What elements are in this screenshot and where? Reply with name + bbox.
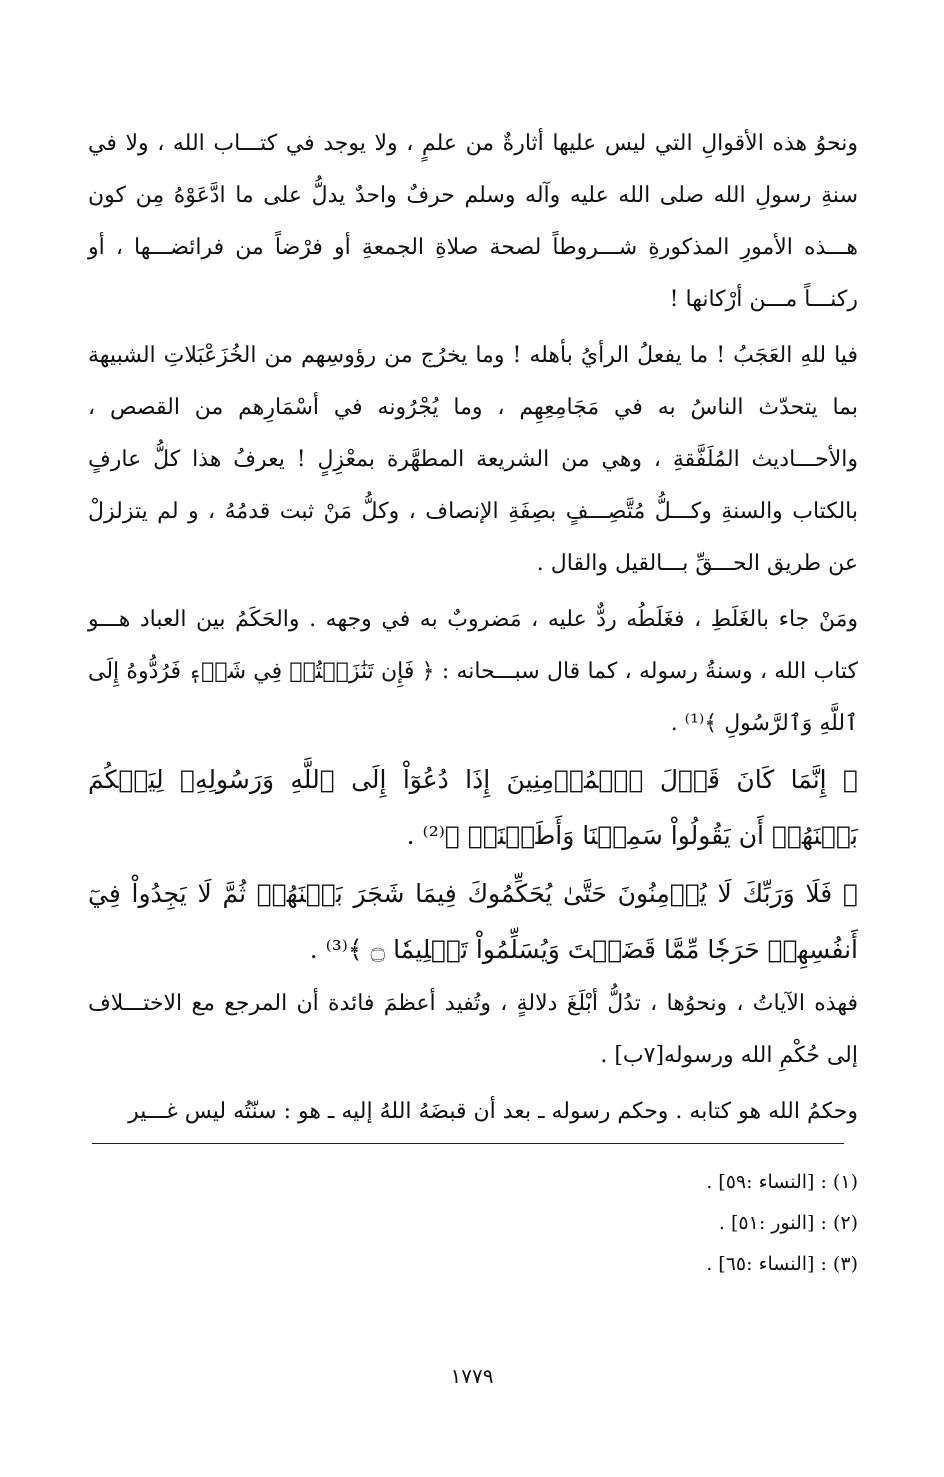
- quran-verse-2: ﴿ فَلَا وَرَبِّكَ لَا يُؤۡمِنُونَ حَتَّىٰ يُحَكِّمُوكَ فِيمَا شَجَرَ بَيۡنَهُمۡ ثُمَّ لَا يَجِدُواْ فِيٓ أَنفُسِهِمۡ حَرَجٗا مِّمَّا قَضَيۡتَ وَيُسَلِّمُواْ تَسۡلِيمٗا ۝ ﴾⁽³⁾ .: [88, 879, 858, 964]
- footnotes: [88, 1162, 858, 1285]
- footnote-2: (٢) : [النور :٥١] .: [718, 1212, 858, 1234]
- paragraph-3: ومَنْ جاء بالغَلَطِ ، فغَلَطُه ردٌّ عليه ، مَضروبٌ به في وجهه . والحَكَمُ بين العباد هـــو كتاب الله ، وسنةُ رسوله ، كما قال سبـــحانه : ﴿ فَإِن تَنَٰزَعۡتُمۡ فِي شَيۡءٖ فَرُدُّوهُ إِلَى ٱللَّهِ وَٱلرَّسُولِ ﴾⁽¹⁾ .: [88, 607, 858, 736]
- paragraph-2: فيا للهِ العَجَبُ ! ما يفعلُ الرأيُ بأهله ! وما يخرُج من رؤوسِهم من الخُزَعْبَلاتِ الشبيهة بما يتحدّث الناسُ به في مَجَامِعِهِم ، وما يُجْرُونه في أسْمَارِهم من القصص ، والأحـــاديث المُلَفَّقةِ ، وهي من الشريعة المطهَّرة بمعْزِلٍ ! يعرفُ هذا كلُّ عارفٍ بالكتاب والسنةِ وكـــلُّ مُتَّصِـــفٍ بصِفَةِ الإنصاف ، وكلُّ مَنْ ثبت قدمُهُ ، و لم يتزلزلْ عن طريق الحـــقِّ بـــالقيل والقال .: [88, 343, 858, 576]
- paragraph-5: وحكمُ الله هو كتابه . وحكم رسوله ـ بعد أن قبضَهُ اللهُ إليه ـ هو : سنّتُه ليس غـــير: [128, 1099, 858, 1124]
- quran-verse-1: ﴿ إِنَّمَا كَانَ قَوۡلَ ٱلۡمُؤۡمِنِينَ إِذَا دُعُوٓاْ إِلَى ٱللَّهِ وَرَسُولِهِۦ لِيَحۡكُمَ بَيۡنَهُمۡ أَن يَقُولُواْ سَمِعۡنَا وَأَطَعۡنَاۚ ﴾⁽²⁾ .: [88, 765, 858, 850]
- footnote-1: (١) : [النساء :٥٩] .: [706, 1171, 858, 1193]
- footnote-3: (٣) : [النساء :٦٥] .: [706, 1253, 858, 1275]
- main-text: [88, 118, 858, 1138]
- footnote-divider: [92, 1143, 844, 1144]
- paragraph-1: ونحوُ هذه الأقوالِ التي ليس عليها أثارةٌ من علمٍ ، ولا يوجد في كتـــاب الله ، ولا في سنةِ رسولِ الله صلى الله عليه وآله وسلم حرفٌ واحدٌ يدلُّ على ما ادَّعَوْهُ مِن كون هـــذه الأمورِ المذكورةِ شـــروطاً لصحة صلاةِ الجمعةِ أو فرْضاً من فرائضـــها ، أو ركنـــاً مـــن أرْكانها !: [88, 131, 858, 312]
- page-number: ١٧٧٩: [450, 1364, 494, 1388]
- paragraph-4: فهذه الآياتُ ، ونحوُها ، تدُلُّ أبْلَغَ دلالةٍ ، وتُفيد أعظمَ فائدة أن المرجع مع الاختـــلاف إلى حُكْمِ الله ورسوله[٧ب] .: [88, 991, 858, 1068]
